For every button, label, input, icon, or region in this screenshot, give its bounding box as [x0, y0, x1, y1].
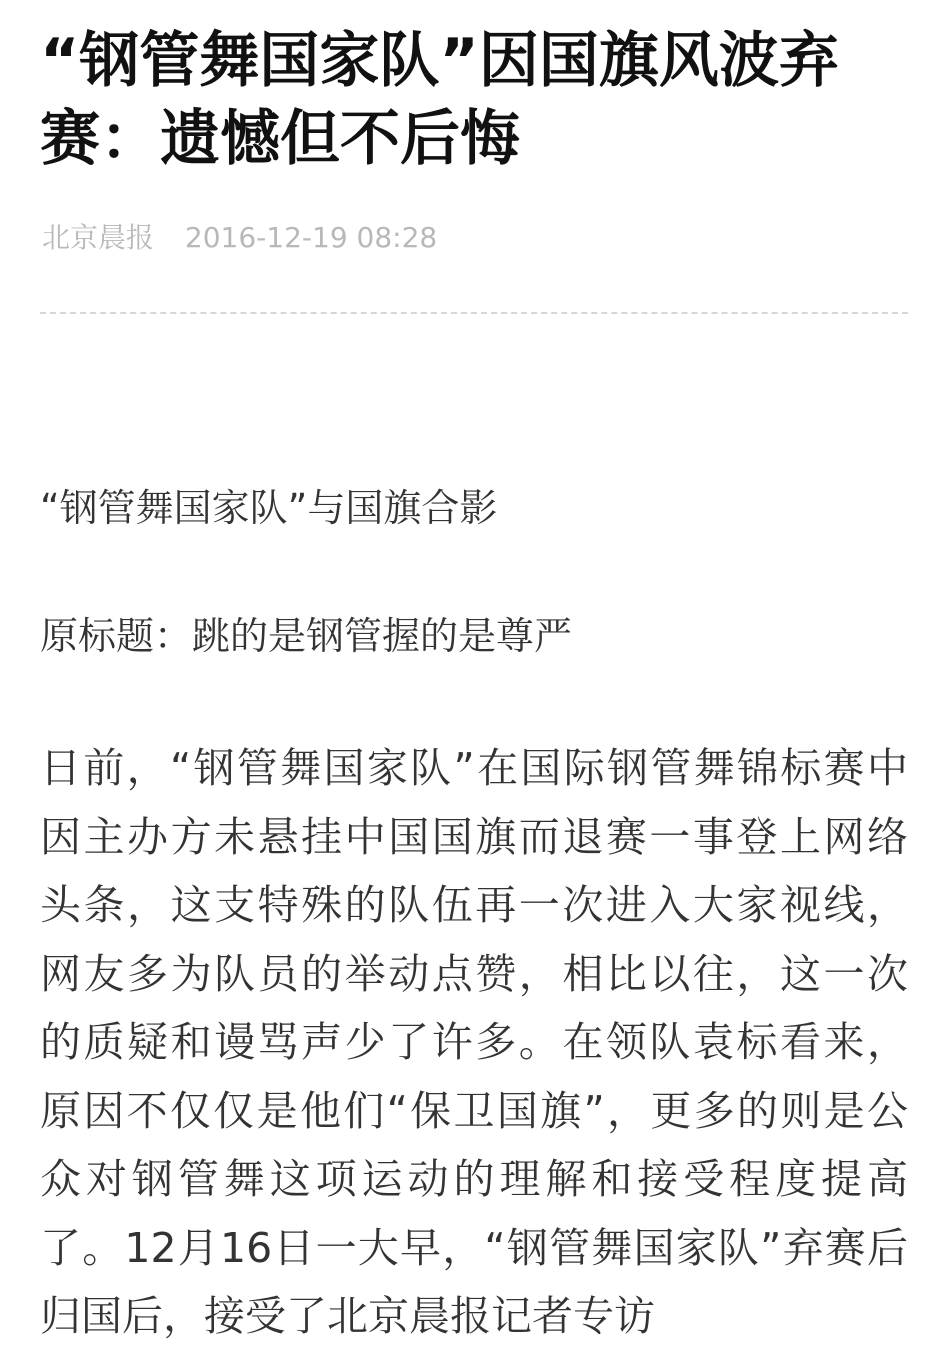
- headline-line-2: 赛：遗憾但不后悔: [40, 104, 520, 174]
- article-meta: [42, 218, 437, 258]
- body-line: 的质疑和谩骂声少了许多。在领队袁标看来，: [40, 1018, 908, 1066]
- image-caption: “钢管舞国家队”与国旗合影: [40, 486, 498, 530]
- news-article: [40, 0, 910, 1340]
- body-line: 众对钢管舞这项运动的理解和接受程度提高: [40, 1155, 908, 1203]
- body-line: 归国后，接受了北京晨报记者专访: [40, 1292, 655, 1340]
- source-name[interactable]: 北京晨报: [42, 221, 155, 254]
- body-line: 因主办方未悬挂中国国旗而退赛一事登上网络: [40, 812, 908, 861]
- publish-timestamp: 2016-12-19 08:28: [184, 221, 438, 254]
- body-line: 头条，这支特殊的队伍再一次进入大家视线，: [40, 881, 908, 929]
- headline-line-1: “钢管舞国家队”因国旗风波弃: [40, 26, 839, 96]
- body-line: 日前，“钢管舞国家队”在国际钢管舞锦标赛中: [40, 744, 908, 792]
- body-line: 原因不仅仅是他们“保卫国旗”，更多的则是公: [40, 1086, 908, 1135]
- body-line: 网友多为队员的举动点赞，相比以往，这一次: [40, 949, 908, 998]
- dashed-divider: [40, 312, 908, 314]
- article-body: [40, 734, 908, 1351]
- article-headline: [40, 0, 910, 178]
- body-line: 了。12月16日一大早，“钢管舞国家队”弃赛后: [40, 1223, 908, 1272]
- original-title: 原标题：跳的是钢管握的是尊严: [40, 614, 573, 658]
